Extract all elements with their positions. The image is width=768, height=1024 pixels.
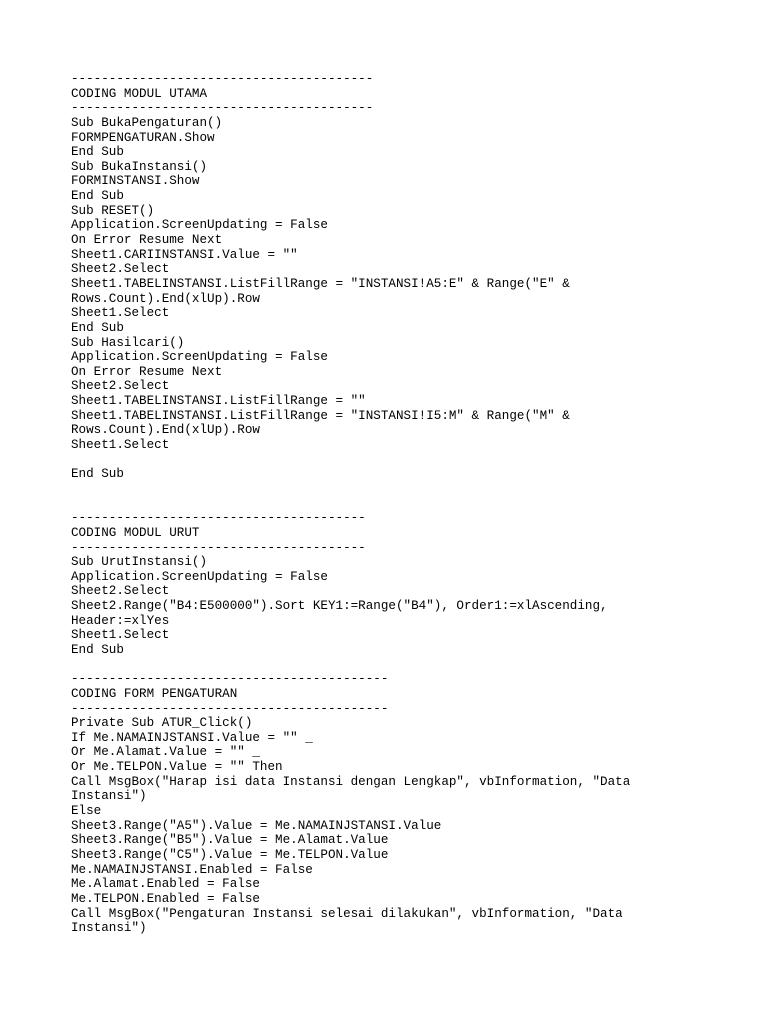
code-line: Else: [71, 804, 102, 819]
code-line: Sheet3.Range("A5").Value = Me.NAMAINJSTANSI.Value: [71, 818, 442, 833]
code-line: ------------------------------------------: [71, 672, 389, 687]
code-line: CODING MODUL UTAMA: [71, 86, 208, 101]
code-line: Sheet1.TABELINSTANSI.ListFillRange = "INSTANSI!I5:M" & Range("M" &: [71, 408, 570, 423]
code-line: Me.TELPON.Enabled = False: [71, 891, 260, 906]
code-line: Sub BukaInstansi(): [71, 159, 208, 174]
code-line: End Sub: [71, 320, 124, 335]
code-line: Sub BukaPengaturan(): [71, 115, 223, 130]
code-line: Sheet1.Select: [71, 628, 170, 643]
code-line: Sheet2.Select: [71, 379, 170, 394]
code-line: On Error Resume Next: [71, 364, 223, 379]
code-line: Private Sub ATUR_Click(): [71, 716, 253, 731]
code-line: [71, 658, 691, 673]
code-line: Sub Hasilcari(): [71, 335, 185, 350]
code-line: ------------------------------------------: [71, 701, 389, 716]
code-line: Header:=xlYes: [71, 613, 170, 628]
code-line: Sub UrutInstansi(): [71, 555, 208, 570]
code-line: CODING FORM PENGATURAN: [71, 686, 238, 701]
code-line: Application.ScreenUpdating = False: [71, 350, 328, 365]
code-line: [71, 453, 691, 468]
code-line: [71, 482, 691, 497]
code-line: Or Me.Alamat.Value = "" _: [71, 745, 260, 760]
code-line: End Sub: [71, 145, 124, 160]
code-line: Me.Alamat.Enabled = False: [71, 877, 260, 892]
code-line: End Sub: [71, 467, 124, 482]
code-line: End Sub: [71, 189, 124, 204]
code-line: Call MsgBox("Harap isi data Instansi dengan Lengkap", vbInformation, "Data: [71, 774, 631, 789]
code-document: [71, 72, 691, 936]
code-line: Sheet1.Select: [71, 306, 170, 321]
code-line: Sheet3.Range("C5").Value = Me.TELPON.Value: [71, 847, 389, 862]
code-line: Sub RESET(): [71, 203, 155, 218]
code-line: Call MsgBox("Pengaturan Instansi selesai dilakukan", vbInformation, "Data: [71, 906, 623, 921]
code-line: Sheet1.TABELINSTANSI.ListFillRange = "INSTANSI!A5:E" & Range("E" &: [71, 276, 570, 291]
code-line: ---------------------------------------: [71, 511, 366, 526]
code-line: If Me.NAMAINJSTANSI.Value = "" _: [71, 730, 313, 745]
code-line: Instansi"): [71, 789, 147, 804]
code-line: Instansi"): [71, 921, 147, 936]
code-line: Or Me.TELPON.Value = "" Then: [71, 760, 283, 775]
code-line: Sheet3.Range("B5").Value = Me.Alamat.Value: [71, 833, 389, 848]
code-line: [71, 497, 691, 512]
code-line: Application.ScreenUpdating = False: [71, 218, 328, 233]
code-line: Sheet2.Range("B4:E500000").Sort KEY1:=Range("B4"), Order1:=xlAscending,: [71, 599, 608, 614]
code-line: ---------------------------------------: [71, 540, 366, 555]
code-line: Me.NAMAINJSTANSI.Enabled = False: [71, 862, 313, 877]
code-line: Rows.Count).End(xlUp).Row: [71, 291, 260, 306]
code-line: ----------------------------------------: [71, 72, 374, 86]
code-line: Sheet2.Select: [71, 584, 170, 599]
code-line: Sheet1.Select: [71, 438, 170, 453]
code-line: Sheet1.CARIINSTANSI.Value = "": [71, 247, 298, 262]
code-line: CODING MODUL URUT: [71, 525, 200, 540]
code-line: End Sub: [71, 642, 124, 657]
code-line: Rows.Count).End(xlUp).Row: [71, 423, 260, 438]
code-line: FORMPENGATURAN.Show: [71, 130, 215, 145]
code-line: ----------------------------------------: [71, 101, 374, 116]
code-line: Sheet2.Select: [71, 262, 170, 277]
code-line: Sheet1.TABELINSTANSI.ListFillRange = "": [71, 394, 366, 409]
code-line: Application.ScreenUpdating = False: [71, 569, 328, 584]
code-line: FORMINSTANSI.Show: [71, 174, 200, 189]
code-line: On Error Resume Next: [71, 233, 223, 248]
